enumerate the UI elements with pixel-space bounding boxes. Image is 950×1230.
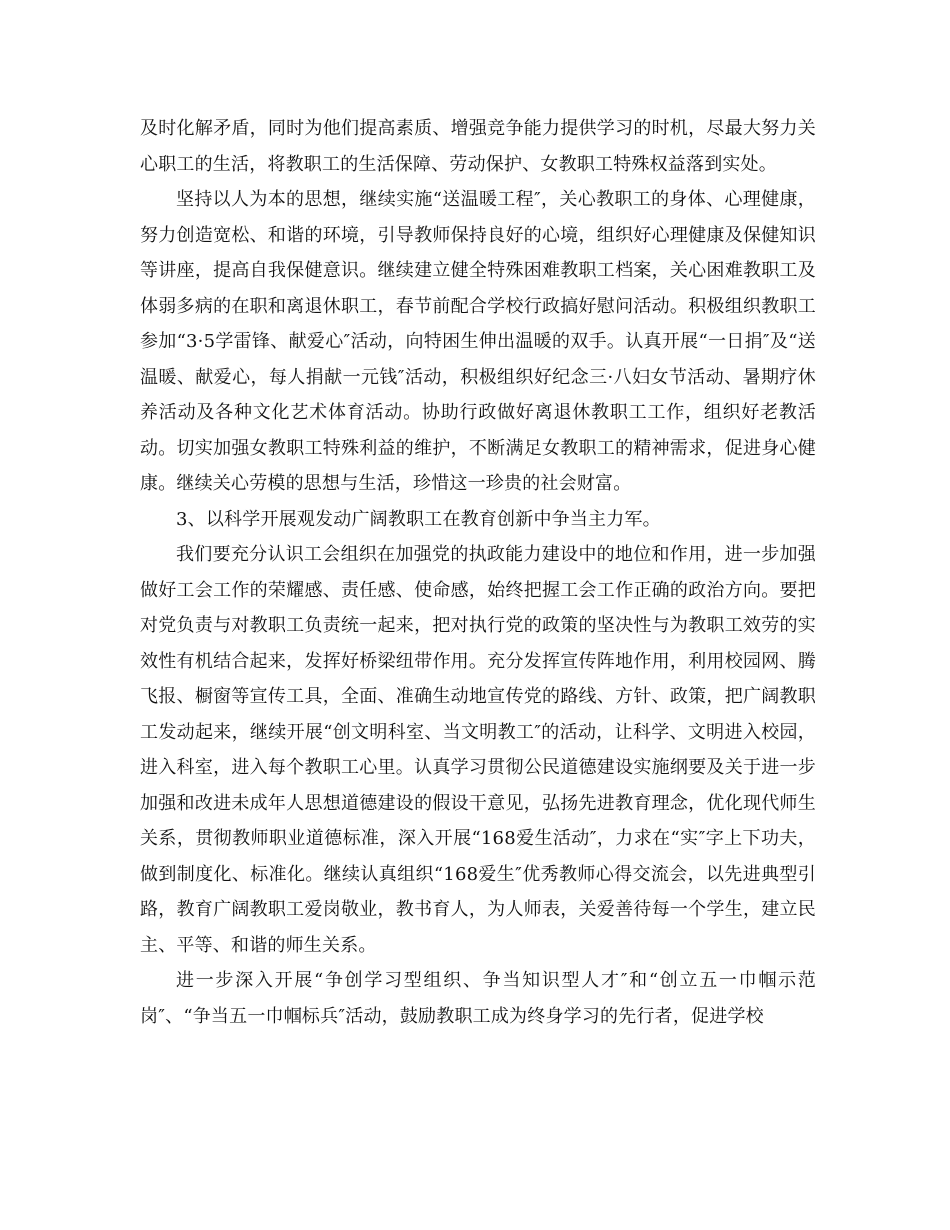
paragraph-4: 我们要充分认识工会组织在加强党的执政能力建设中的地位和作用，进一步加强做好工会工作的荣耀感、责任感、使命感，始终把握工会工作正确的政治方向。要把对党负责与对教职工负责统一起来，把对执行党的政策的坚决性与为教职工效劳的实效性有机结合起来，发挥好桥梁纽带作用。充分发挥宣传阵地作用，利用校园网、腾飞报、橱窗等宣传工具，全面、准确生动地宣传党的路线、方针、政策，把广阔教职工发动起来，继续开展“创文明科室、当文明教工″的活动，让科学、文明进入校园，进入科室，进入每个教职工心里。认真学习贯彻公民道德建设实施纲要及关于进一步加强和改进未成年人思想道德建设的假设干意见，弘扬先进教育理念，优化现代师生关系，贯彻教师职业道德标准，深入开展“168爱生活动″，力求在“实″字上下功夫，做到制度化、标准化。继续认真组织“168爱生″优秀教师心得交流会，以先进典型引路，教育广阔教职工爱岗敬业，教书育人，为人师表，关爱善待每一个学生，建立民主、平等、和谐的师生关系。 [140,544,816,956]
paragraph-5: 进一步深入开展“争创学习型组织、争当知识型人才″和“创立五一巾帼示范岗″、“争当五一巾帼标兵″活动，鼓励教职工成为终身学习的先行者，促进学校 [140,970,816,1027]
paragraph-1: 及时化解矛盾，同时为他们提高素质、增强竞争能力提供学习的时机，尽最大努力关心职工的生活，将教职工的生活保障、劳动保护、女教职工特殊权益落到实处。 [140,118,816,175]
document-body [140,111,816,1034]
section-heading-3: 3、以科学开展观发动广阔教职工在教育创新中争当主力军。 [176,508,661,530]
paragraph-2: 坚持以人为本的思想，继续实施“送温暖工程″，关心教职工的身体、心理健康，努力创造宽松、和谐的环境，引导教师保持良好的心境，组织好心理健康及保健知识等讲座，提高自我保健意识。继续建立健全特殊困难教职工档案，关心困难教职工及体弱多病的在职和离退休职工，春节前配合学校行政搞好慰问活动。积极组织教职工参加“3·5学雷锋、献爱心″活动，向特困生伸出温暖的双手。认真开展“一日捐″及“送温暖、献爱心，每人捐献一元钱″活动，积极组织好纪念三·八妇女节活动、暑期疗休养活动及各种文化艺术体育活动。协助行政做好离退休教职工工作，组织好老教活动。切实加强女教职工特殊利益的维护，不断满足女教职工的精神需求，促进身心健康。继续关心劳模的思想与生活，珍惜这一珍贵的社会财富。 [140,189,816,494]
